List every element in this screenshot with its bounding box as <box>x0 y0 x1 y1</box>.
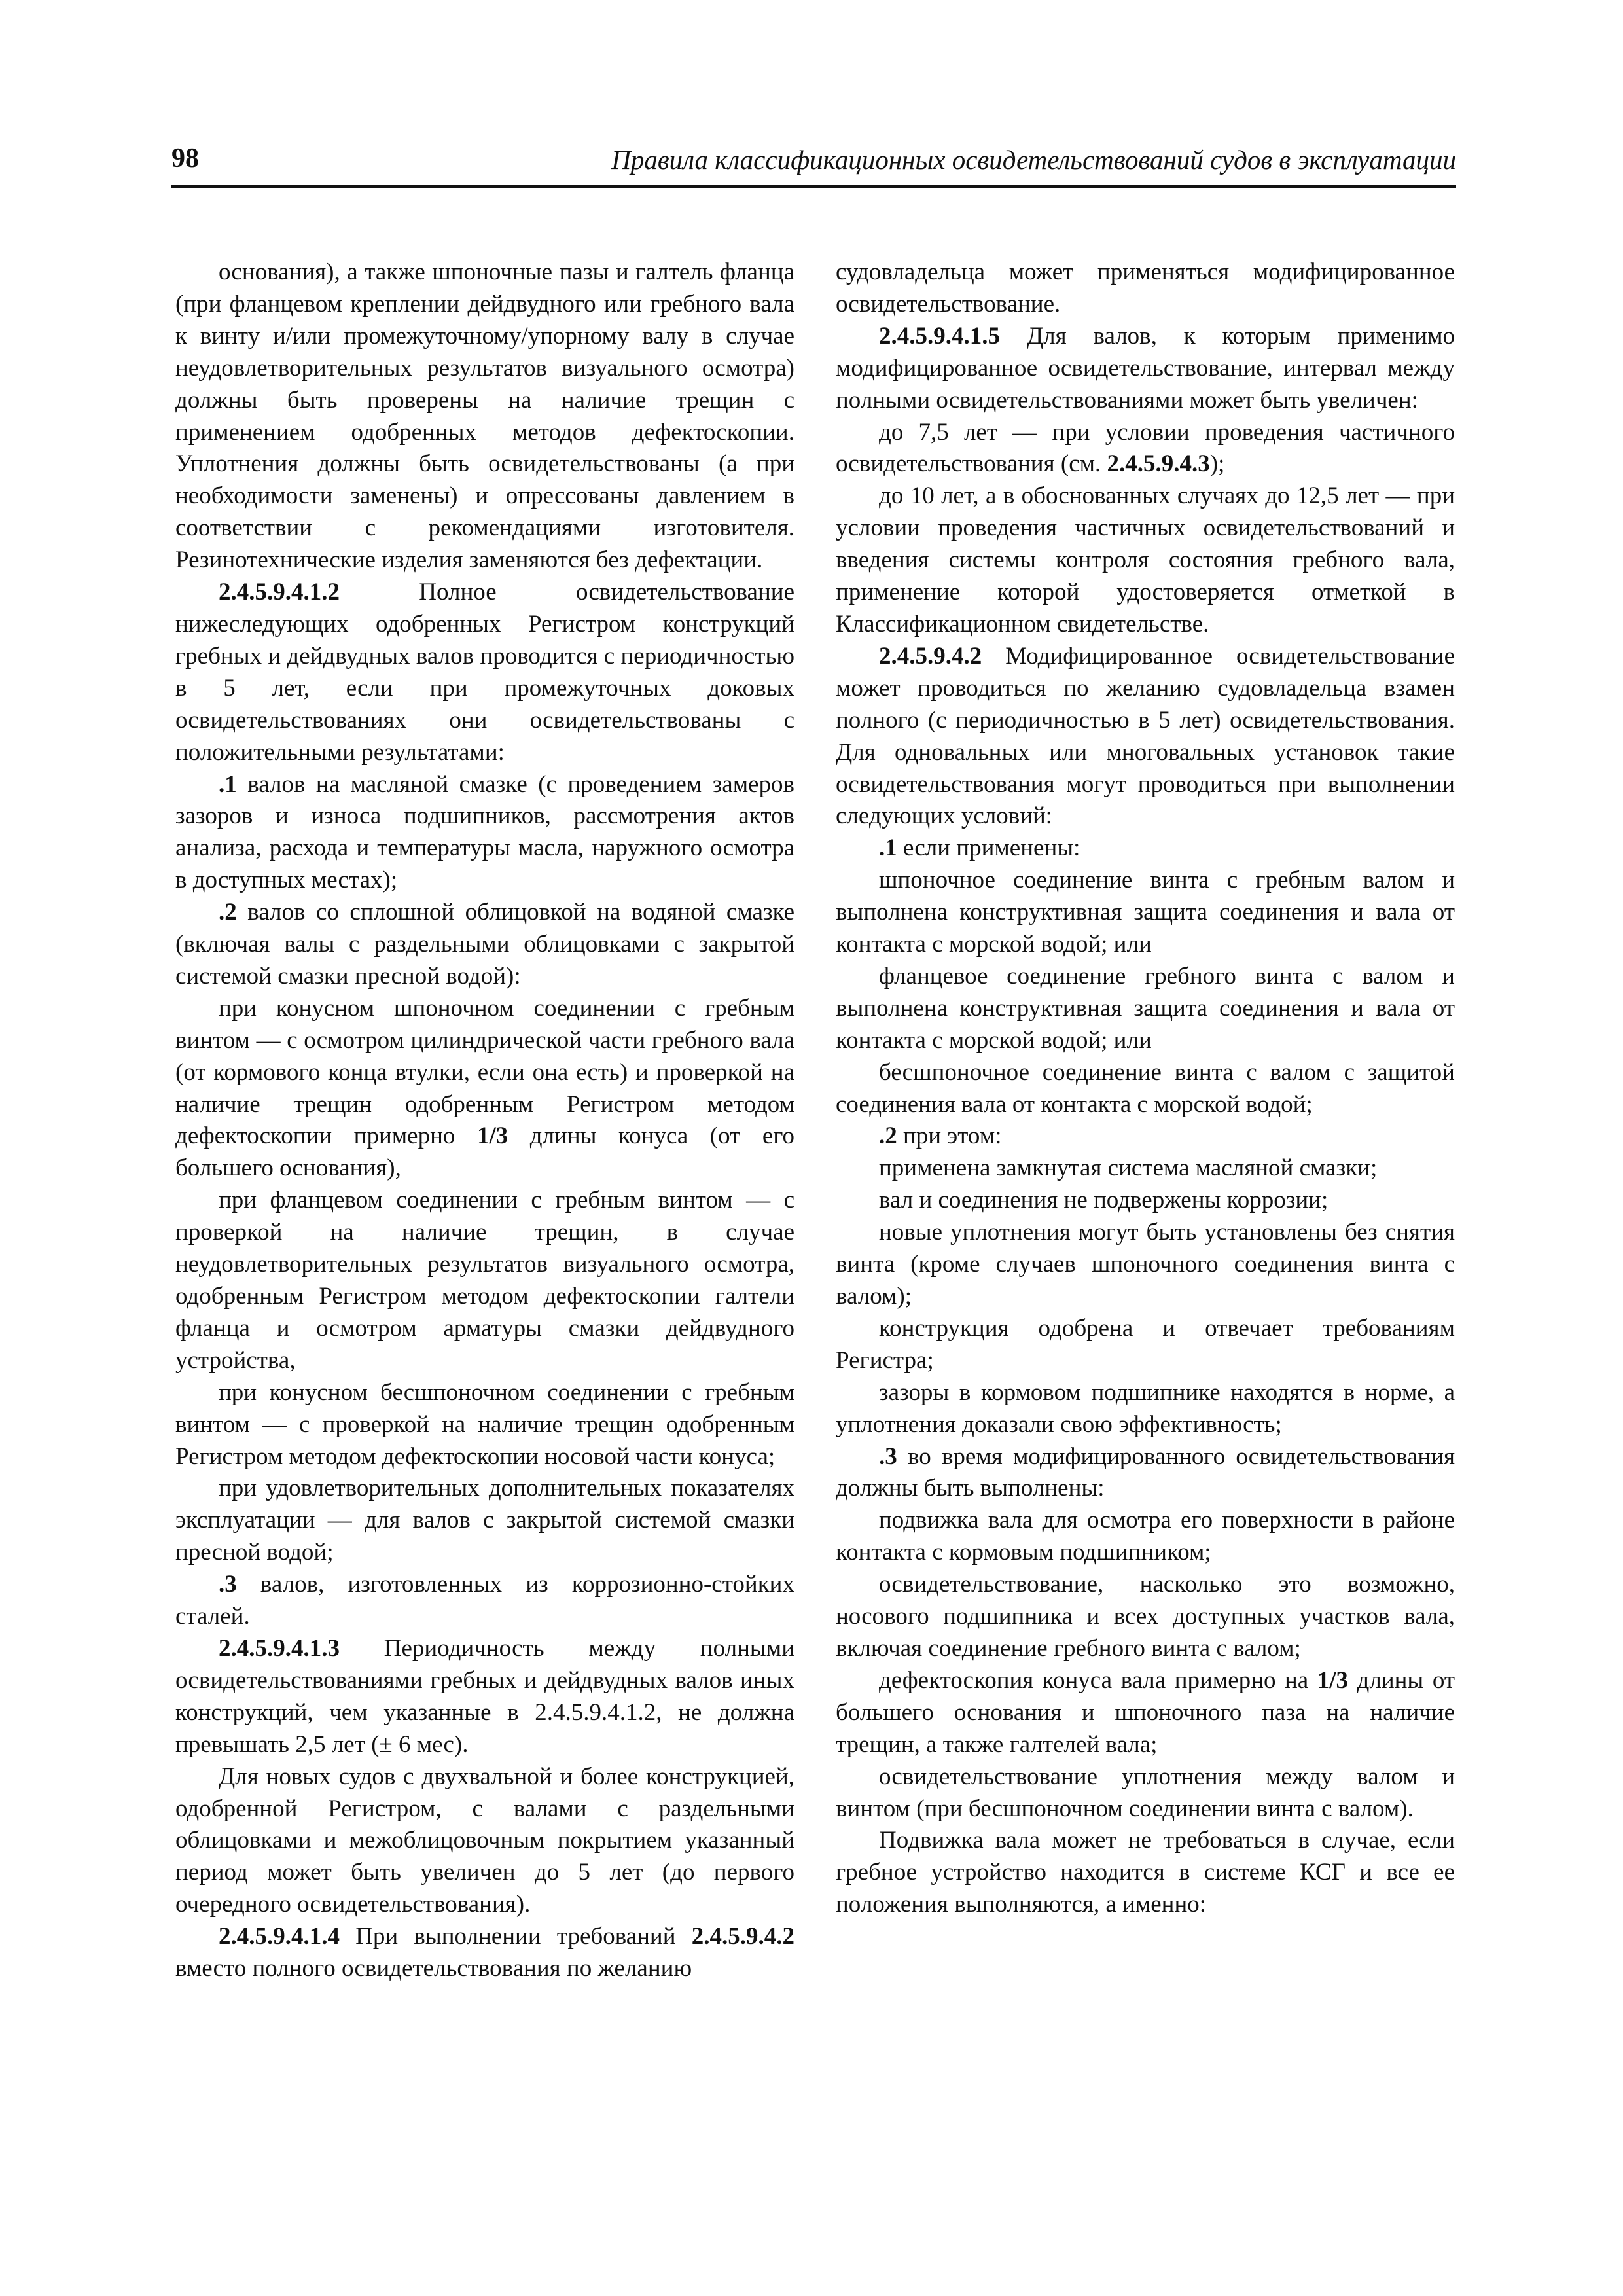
paragraph <box>836 641 1455 833</box>
inline-reference: 2.4.5.9.4.2 <box>691 1923 794 1950</box>
inline-reference: 1/3 <box>476 1122 508 1150</box>
paragraph-text: Полное освидетельствование нижеследующих одобренных Регистром конструкций гребных и дейдвудных валов проводится с периодичностью в 5 лет, если при промежуточных доковых освидетельствованиях они освидетельствованы с положительными результатами: <box>175 579 794 766</box>
paragraph <box>836 961 1455 1057</box>
section-number: .1 <box>219 770 237 798</box>
paragraph <box>836 833 1455 865</box>
paragraph-text: валов со сплошной облицовкой на водяной смазке (включая валы с раздельными облицовками с закрытой системой смазки пресной водой): <box>175 899 794 990</box>
paragraph <box>175 257 794 577</box>
paragraph-text: конструкция одобрена и отвечает требованиям Регистра; <box>836 1314 1455 1374</box>
paragraph-text: при этом: <box>897 1122 1002 1150</box>
paragraph <box>836 257 1455 321</box>
section-number: 2.4.5.9.4.2 <box>879 642 982 670</box>
paragraph <box>836 1153 1455 1185</box>
page-header <box>171 139 1456 188</box>
left-column <box>175 257 794 1985</box>
paragraph <box>836 1121 1455 1153</box>
paragraph-text: Для валов, к которым применимо модифицированное освидетельствование, интервал между полными освидетельствованиями может быть увеличен: <box>836 322 1455 414</box>
paragraph-text: длины от большего основания и шпоночного паза на наличие трещин, а также галтелей вала; <box>836 1666 1455 1758</box>
paragraph-text: при конусном бесшпоночном соединении с гребным винтом — с проверкой на наличие трещин одобренным Регистром методом дефектоскопии носовой части конуса; <box>175 1378 794 1470</box>
paragraph <box>836 1761 1455 1825</box>
paragraph-text: шпоночное соединение винта с гребным валом и выполнена конструктивная защита соединения и вала от контакта с морской водой; или <box>836 867 1455 958</box>
paragraph <box>836 480 1455 641</box>
paragraph-text: освидетельствование уплотнения между валом и винтом (при бесшпоночном соединении винта с валом). <box>836 1763 1455 1822</box>
paragraph <box>836 1665 1455 1761</box>
paragraph <box>175 577 794 768</box>
paragraph <box>175 1921 794 1985</box>
paragraph <box>836 1569 1455 1665</box>
page-number: 98 <box>171 143 199 173</box>
paragraph-text: новые уплотнения могут быть установлены без снятия винта (кроме случаев шпоночного соединения винта с валом); <box>836 1219 1455 1310</box>
section-number: .2 <box>879 1122 897 1150</box>
paragraph-text: при удовлетворительных дополнительных показателях эксплуатации — для валов с закрытой системой смазки пресной водой; <box>175 1475 794 1566</box>
paragraph <box>175 769 794 897</box>
section-number: .2 <box>219 899 237 926</box>
paragraph-text: зазоры в кормовом подшипнике находятся в норме, а уплотнения доказали свою эффективность; <box>836 1378 1455 1438</box>
paragraph <box>836 1441 1455 1505</box>
inline-reference: 1/3 <box>1317 1666 1349 1694</box>
paragraph-text: применена замкнутая система масляной смазки; <box>879 1155 1378 1182</box>
right-column <box>836 257 1455 1921</box>
paragraph-text: бесшпоночное соединение винта с валом с защитой соединения вала от контакта с морской водой; <box>836 1058 1455 1118</box>
paragraph-text: При выполнении требований <box>340 1923 692 1950</box>
paragraph-text: при фланцевом соединении с гребным винтом — с проверкой на наличие трещин, в случае неудовлетворительных результатов визуального осмотра, одобренным Регистром методом дефектоскопии галтели фланца и осмотром арматуры смазки дейдвудного устройства, <box>175 1187 794 1374</box>
paragraph-text: валов, изготовленных из коррозионно-стойких сталей. <box>175 1571 794 1630</box>
paragraph <box>175 1473 794 1569</box>
paragraph-text: валов на масляной смазке (с проведением замеров зазоров и износа подшипников, рассмотрения актов анализа, расхода и температуры масла, наружного осмотра в доступных местах); <box>175 770 794 894</box>
paragraph <box>175 897 794 993</box>
section-number: .3 <box>879 1443 897 1470</box>
section-number: .1 <box>879 834 897 862</box>
paragraph <box>836 1825 1455 1921</box>
section-number: 2.4.5.9.4.1.2 <box>219 579 340 606</box>
paragraph-text: при конусном шпоночном соединении с гребным винтом — с осмотром цилиндрической части гребного вала (от кормового конца втулки, если она есть) и проверкой на наличие трещин одобренным Регистром методом дефектоскопии примерно <box>175 994 794 1150</box>
paragraph <box>175 993 794 1185</box>
paragraph-text: до 7,5 лет — при условии проведения частичного освидетельствования (см. <box>836 418 1455 478</box>
paragraph <box>836 1185 1455 1217</box>
paragraph-text: если применены: <box>897 834 1080 862</box>
paragraph-text: судовладельца может применяться модифицированное освидетельствование. <box>836 259 1455 317</box>
paragraph-text: ); <box>1209 450 1225 478</box>
section-number: .3 <box>219 1571 237 1598</box>
paragraph <box>836 1313 1455 1377</box>
paragraph-text: фланцевое соединение гребного винта с валом и выполнена конструктивная защита соединения и вала от контакта с морской водой; или <box>836 962 1455 1054</box>
paragraph-text: вместо полного освидетельствования по желанию <box>175 1955 692 1982</box>
paragraph <box>175 1185 794 1376</box>
paragraph <box>836 417 1455 481</box>
paragraph-text: Периодичность между полными освидетельствованиями гребных и дейдвудных валов иных конструкций, чем указанные в 2.4.5.9.4.1.2, не должна превышать 2,5 лет (± 6 мес). <box>175 1634 794 1758</box>
paragraph-text: Для новых судов с двухвальной и более конструкцией, одобренной Регистром, с валами с раздельными облицовками и межоблицовочным покрытием указанный период может быть увеличен до 5 лет (до первого очередного освидетельствования). <box>175 1763 794 1918</box>
paragraph <box>175 1633 794 1761</box>
paragraph <box>175 1569 794 1633</box>
paragraph-text: Модифицированное освидетельствование может проводиться по желанию судовладельца взамен полного (с периодичностью в 5 лет) освидетельствования. Для одновальных или многовальных установок такие освидетельствования могут проводиться при выполнении следующих условий: <box>836 642 1455 830</box>
section-number: 2.4.5.9.4.1.4 <box>219 1923 340 1950</box>
paragraph-text: длины конуса (от его большего основания), <box>175 1122 794 1182</box>
paragraph-text: освидетельствование, насколько это возможно, носового подшипника и всех доступных участков вала, включая соединение гребного винта с валом; <box>836 1571 1455 1662</box>
paragraph <box>836 1505 1455 1569</box>
paragraph <box>175 1761 794 1922</box>
paragraph-text: подвижка вала для осмотра его поверхности в районе контакта с кормовым подшипником; <box>836 1507 1455 1566</box>
paragraph <box>836 1217 1455 1313</box>
paragraph-text: основания), а также шпоночные пазы и галтель фланца (при фланцевом креплении дейдвудного или гребного вала к винту и/или промежуточному/упорному валу в случае неудовлетворительных результатов визуального осмотра) должны быть проверены на наличие трещин с применением одобренных методов дефектоскопии. Уплотнения должны быть освидетельствованы (а при необходимости заменены) и опрессованы давлением в соответствии с рекомендациями изготовителя. Резинотехнические изделия заменяются без дефектации. <box>175 259 794 574</box>
inline-reference: 2.4.5.9.4.3 <box>1107 450 1210 478</box>
paragraph <box>836 321 1455 417</box>
paragraph-text: дефектоскопия конуса вала примерно на <box>879 1666 1317 1694</box>
running-title: Правила классификационных освидетельствований судов в эксплуатации <box>611 145 1456 175</box>
paragraph <box>175 1377 794 1473</box>
paragraph <box>836 1377 1455 1441</box>
section-number: 2.4.5.9.4.1.5 <box>879 322 1000 350</box>
paragraph <box>836 865 1455 961</box>
paragraph-text: во время модифицированного освидетельствования должны быть выполнены: <box>836 1443 1455 1502</box>
section-number: 2.4.5.9.4.1.3 <box>219 1634 340 1662</box>
paragraph-text: вал и соединения не подвержены коррозии; <box>879 1187 1329 1214</box>
paragraph-text: Подвижка вала может не требоваться в случае, если гребное устройство находится в системе КСГ и все ее положения выполняются, а именно: <box>836 1827 1455 1918</box>
paragraph <box>836 1057 1455 1121</box>
paragraph-text: до 10 лет, а в обоснованных случаях до 12,5 лет — при условии проведения частичных освидетельствований и введения системы контроля состояния гребного вала, применение которой удостоверяется отметкой в Классификационном свидетельстве. <box>836 482 1455 637</box>
